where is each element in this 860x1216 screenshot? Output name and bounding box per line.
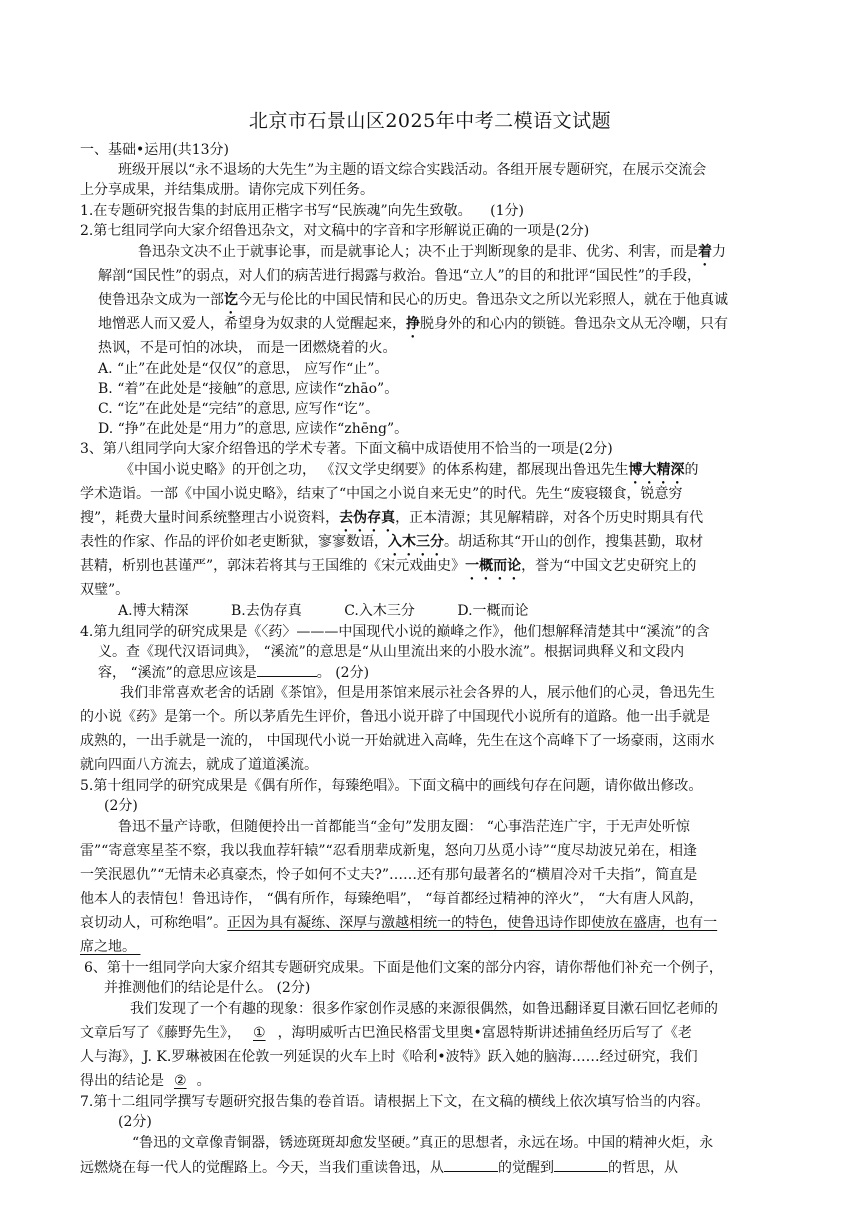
q2-passage-line-3 <box>98 290 728 317</box>
q3-passage-line-3 <box>80 508 703 535</box>
q2-text: 使鲁迅杂文成为一部 <box>98 292 224 308</box>
q4-answer-blank[interactable] <box>257 662 317 677</box>
question-1-score: (1分) <box>490 203 524 219</box>
q2-text: 鲁迅杂文决不止于就事论事，而是就事论人；决不止于判断现象的是非、优劣、利害，而是 <box>138 244 698 260</box>
q3-idiom-b: 去伪存真 <box>339 510 396 526</box>
q3-text: 。胡适称其“开山的创作，搜集甚勤，取材 <box>444 534 704 550</box>
question-7-score: (2分) <box>118 1114 152 1130</box>
q2-option-c: C. “讫”在此处是“完结”的意思, 应写作“讫”。 <box>98 401 379 417</box>
q6-blank-1[interactable]: ① <box>253 1025 266 1041</box>
q3-text: 的 <box>684 462 699 478</box>
q2-option-d: D. “挣”在此处是“用力”的意思, 应读作“zhēng”。 <box>98 421 409 437</box>
q3-text: 《中国小说史略》的开创之功， 《汉文学史纲要》的体系构建，都展现出鲁迅先生 <box>120 462 629 478</box>
q4-passage-line-1: 我们非常喜欢老舍的话剧《茶馆》，但是用茶馆来展示社会各界的人，展示他们的心灵，鲁迅先生 <box>120 685 715 701</box>
q2-text: 今无与伦比的中国民情和民心的历史。鲁迅杂文之所以光彩照人，就在于他真诚 <box>238 292 728 308</box>
q6-passage-line-2 <box>80 1023 692 1043</box>
question-4-line-2: 义。查《现代汉语词典》， “溪流”的意思是“从山里流出来的小股水流”。根据词典释义和文段内 <box>98 644 685 660</box>
q6-passage-line-1: 我们发现了一个有趣的现象：很多作家创作灵感的来源很偶然，如鲁迅翻译夏目漱石回忆老师的 <box>130 1001 718 1017</box>
q2-marked-char-zhuo: 着 <box>698 244 712 260</box>
question-1 <box>80 201 524 221</box>
q3-passage-line-6: 双璧”。 <box>80 582 130 598</box>
q5-text: 哀切动人，可称绝唱”。 <box>80 915 228 931</box>
intro-line-2: 上分享成果，并结集成册。请你完成下列任务。 <box>80 182 374 198</box>
q3-passage-line-2: 学术造诣。一部《中国小说史略》，结束了“中国之小说自来无史”的时代。先生“废寝辍食，锐意穷 <box>80 486 683 502</box>
q3-passage-line-5 <box>80 556 696 583</box>
q2-passage-line-4 <box>98 314 728 341</box>
q2-marked-char-qi: 讫 <box>224 292 238 308</box>
question-4-line-1: 4.第九组同学的研究成果是《〈药〉———中国现代小说的巅峰之作》，他们想解释清楚其中“溪流”的含 <box>80 624 710 640</box>
question-5-line-1: 5.第十组同学的研究成果是《偶有所作，每臻绝唱》。下面文稿中的画线句存在问题，请你做出修改。 <box>80 778 703 794</box>
q3-option-c: C.入木三分 <box>344 603 415 619</box>
q2-option-b: B. “着”在此处是“接触”的意思, 应读作“zhāo”。 <box>98 381 399 397</box>
q7-blank-1[interactable] <box>444 1157 498 1172</box>
q2-passage-line-5: 热讽，不是可怕的冰块， 而是一团燃烧着的火。 <box>98 340 397 356</box>
q7-text: 的觉醒到 <box>498 1160 554 1176</box>
q3-idiom-d: 一概而论 <box>465 558 522 574</box>
page-title: 北京市石景山区2025年中考二模语文试题 <box>248 110 612 132</box>
question-2-stem: 2.第七组同学向大家介绍鲁迅杂文，对文稿中的字音和字形解说正确的一项是(2分) <box>80 223 590 239</box>
q6-text: 。 <box>196 1073 211 1089</box>
q2-passage-line-1 <box>138 242 726 269</box>
question-6-line-1: 6、第十一组同学向大家介绍其专题研究成果。下面是他们文案的部分内容，请你帮他们补充一个例子， <box>84 960 723 976</box>
q3-options <box>118 601 529 621</box>
q6-text: 得出的结论是 <box>80 1073 164 1089</box>
question-1-text: 1.在专题研究报告集的封底用正楷字书写“民族魂”向先生致敬。 <box>80 203 472 219</box>
q5-passage-line-3: 一笑泯恩仇”“无情未必真豪杰，怜子如何不丈夫?”……还有那句最著名的“横眉冷对千夫指”，简直是 <box>80 867 698 883</box>
q5-passage-line-2: 雷”“寄意寒星荃不察，我以我血荐轩辕”“忍看朋辈成新鬼，怒向刀丛觅小诗”“度尽劫波兄弟在，相逢 <box>80 843 697 859</box>
q3-passage-line-1 <box>120 460 698 487</box>
q4-passage-line-4: 就向四面八方流去，就成了道道溪流。 <box>80 757 318 773</box>
q2-text: 地憎恶人而又爱人，希望身为奴隶的人觉醒起来， <box>98 316 406 332</box>
q3-text: 搜”，耗费大量时间系统整理古小说资料， <box>80 510 340 526</box>
question-6-line-2: 并推测他们的结论是什么。 (2分) <box>104 980 311 996</box>
q3-option-d: D.一概而论 <box>457 603 529 619</box>
question-4-line-3 <box>98 662 369 683</box>
q3-text: 表性的作家、作品的评价如老吏断狱，寥寥数语， <box>80 534 388 550</box>
q7-blank-2[interactable] <box>554 1157 608 1172</box>
q3-passage-line-4 <box>80 532 703 559</box>
q2-option-a: A. “止”在此处是“仅仅”的意思， 应写作“止”。 <box>98 361 389 377</box>
q3-option-a: A.博大精深 <box>118 603 189 619</box>
q6-text: ，海明威听古巴渔民格雷戈里奥•富恩特斯讲述捕鱼经历后写了《老 <box>277 1025 692 1041</box>
q6-passage-line-3: 人与海》，J. K.罗琳被困在伦敦一列延误的火车上时《哈利•波特》跃入她的脑海……经过研究，我们 <box>80 1049 698 1065</box>
q3-idiom-a: 博大精深 <box>628 462 685 478</box>
q3-option-b: B.去伪存真 <box>231 603 302 619</box>
intro-line-1: 班级开展以“永不退场的大先生”为主题的语文综合实践活动。各组开展专题研究，在展示交流会 <box>118 162 707 178</box>
q2-passage-line-2: 解剖“国民性”的弱点，对人们的病苦进行揭露与救治。鲁迅“立人”的目的和批评“国民性”的手段， <box>98 268 701 284</box>
q4-passage-line-3: 成熟的，一出手就是一流的， 中国现代小说一开始就进入高峰，先生在这个高峰下了一场豪雨，这雨水 <box>80 733 715 749</box>
q4-text: 容， “溪流”的意思应该是 <box>98 665 257 681</box>
question-3-stem: 3、第八组同学向大家介绍鲁迅的学术专著。下面文稿中成语使用不恰当的一项是(2分) <box>80 441 613 457</box>
q5-underlined-sentence: 正因为具有凝练、深厚与激越相统一的特色，使鲁迅诗作即使放在盛唐，也有一 <box>227 915 718 931</box>
question-5-score: (2分) <box>104 798 138 814</box>
section-heading: 一、基础•运用(共13分) <box>80 142 229 158</box>
q5-passage-line-4: 他本人的表情包！鲁迅诗作， “偶有所作，每臻绝唱”， “每首都经过精神的淬火”， “大有唐人风韵， <box>80 891 704 907</box>
q3-text: 甚精，析别也甚谨严”，郭沫若将其与王国维的《宋元戏曲史》 <box>80 558 466 574</box>
question-7-line-1: 7.第十二组同学撰写专题研究报告集的卷首语。请根据上下文，在文稿的横线上依次填写恰当的内容。 <box>80 1094 710 1110</box>
q3-text: ，誉为“中国文艺史研究上的 <box>521 558 697 574</box>
q7-passage-line-1: “鲁迅的文章像青铜器，锈迹斑斑却愈发坚硬。”真正的思想者，永远在场。中国的精神火炬，永 <box>132 1135 714 1151</box>
q4-passage-line-2: 的小说《药》是第一个。所以茅盾先生评价，鲁迅小说开辟了中国现代小说所有的道路。他一出手就是 <box>80 709 710 725</box>
q7-passage-line-2 <box>80 1157 678 1178</box>
q2-text: 力 <box>712 244 726 260</box>
q5-underlined-sentence-end: 席之地。 <box>80 939 136 955</box>
q2-text: 脱身外的和心内的锁链。鲁迅杂文从无冷嘲，只有 <box>420 316 728 332</box>
q3-text: ，正本清源；其见解精辟，对各个历史时期具有代 <box>395 510 704 526</box>
q5-passage-line-6 <box>80 937 164 957</box>
q3-idiom-c: 入木三分 <box>388 534 444 550</box>
q5-underline-tail <box>136 937 164 957</box>
q6-blank-2[interactable]: ② <box>174 1073 187 1089</box>
q6-passage-line-4 <box>80 1071 211 1091</box>
q2-marked-char-zheng: 挣 <box>406 316 420 332</box>
q7-text: 远燃烧在每一代人的觉醒路上。今天，当我们重读鲁迅，从 <box>80 1160 444 1176</box>
q5-passage-line-1: 鲁迅不量产诗歌，但随便拎出一首都能当“金句”发朋友圈： “心事浩茫连广宇，于无声处听惊 <box>118 819 690 835</box>
q6-text: 文章后写了《藤野先生》， <box>80 1025 241 1041</box>
q4-score: 。 (2分) <box>316 665 370 681</box>
q7-text: 的哲思，从 <box>608 1160 678 1176</box>
q5-passage-line-5 <box>80 913 717 933</box>
